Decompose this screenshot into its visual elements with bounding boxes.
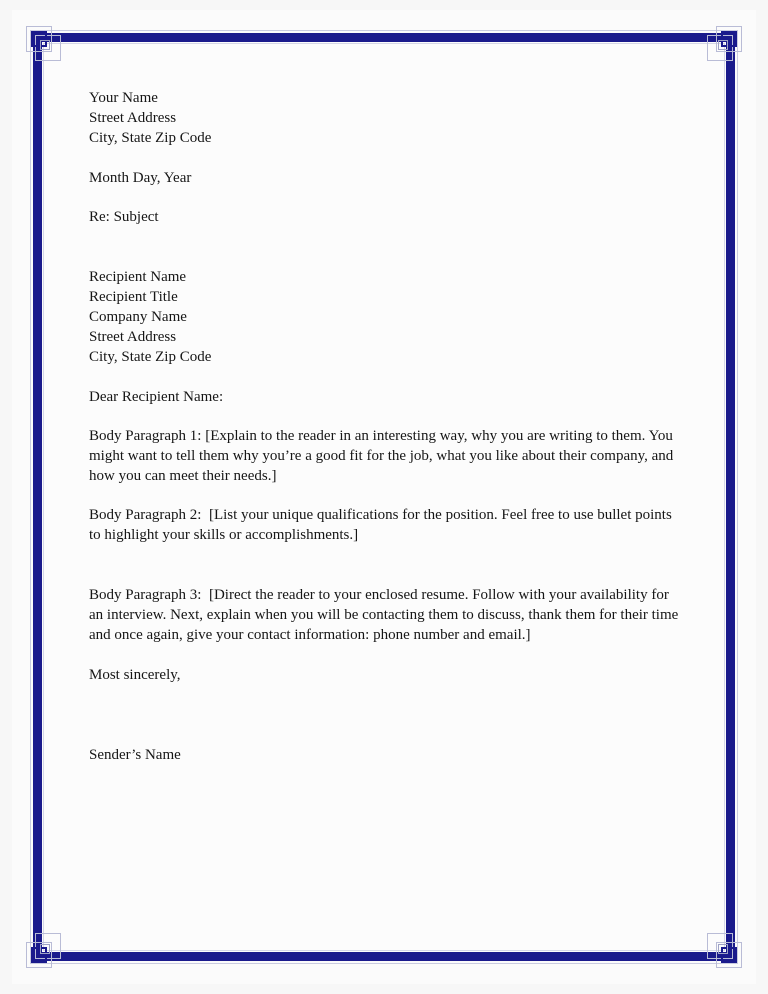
- body-paragraph-3: Body Paragraph 3: [Direct the reader to your enclosed resume. Follow with your availability for an interview. Next, explain when you will be contacting them to discuss, thank them for their time and once again, give your contact information: phone number and email.]: [89, 587, 683, 643]
- signature-name: Sender’s Name: [89, 747, 181, 763]
- subject-line: Re: Subject: [89, 209, 159, 225]
- recipient-address-block: [89, 267, 681, 367]
- sender-name: Your Name: [89, 90, 158, 106]
- sender-address-block: [89, 88, 681, 148]
- spacer: [89, 148, 681, 168]
- closing-line: Most sincerely,: [89, 667, 181, 683]
- recipient-city-state-zip: City, State Zip Code: [89, 349, 212, 365]
- date-block: [89, 168, 681, 188]
- recipient-title: Recipient Title: [89, 289, 178, 305]
- body-paragraph-1: Body Paragraph 1: [Explain to the reader in an interesting way, why you are writing to them. You might want to tell them why you’re a good fit for the job, what you like about their company, and how you can meet their needs.]: [89, 428, 678, 484]
- sender-street: Street Address: [89, 110, 177, 126]
- spacer: [89, 407, 681, 426]
- letter-date: Month Day, Year: [89, 170, 192, 186]
- spacer: [89, 486, 681, 505]
- recipient-street: Street Address: [89, 329, 177, 345]
- signature-space: [89, 685, 681, 745]
- spacer: [89, 645, 681, 665]
- spacer: [89, 367, 681, 387]
- subject-block: [89, 207, 681, 227]
- recipient-name: Recipient Name: [89, 269, 187, 285]
- salutation-line: Dear Recipient Name:: [89, 389, 224, 405]
- spacer: [89, 545, 681, 585]
- spacer: [89, 188, 681, 207]
- body-paragraph-2: Body Paragraph 2: [List your unique qualifications for the position. Feel free to use bullet points to highlight your skills or accomplishments.]: [89, 507, 676, 543]
- spacer: [89, 227, 681, 267]
- recipient-company: Company Name: [89, 309, 187, 325]
- sender-city-state-zip: City, State Zip Code: [89, 130, 212, 146]
- letter-content: [89, 88, 681, 765]
